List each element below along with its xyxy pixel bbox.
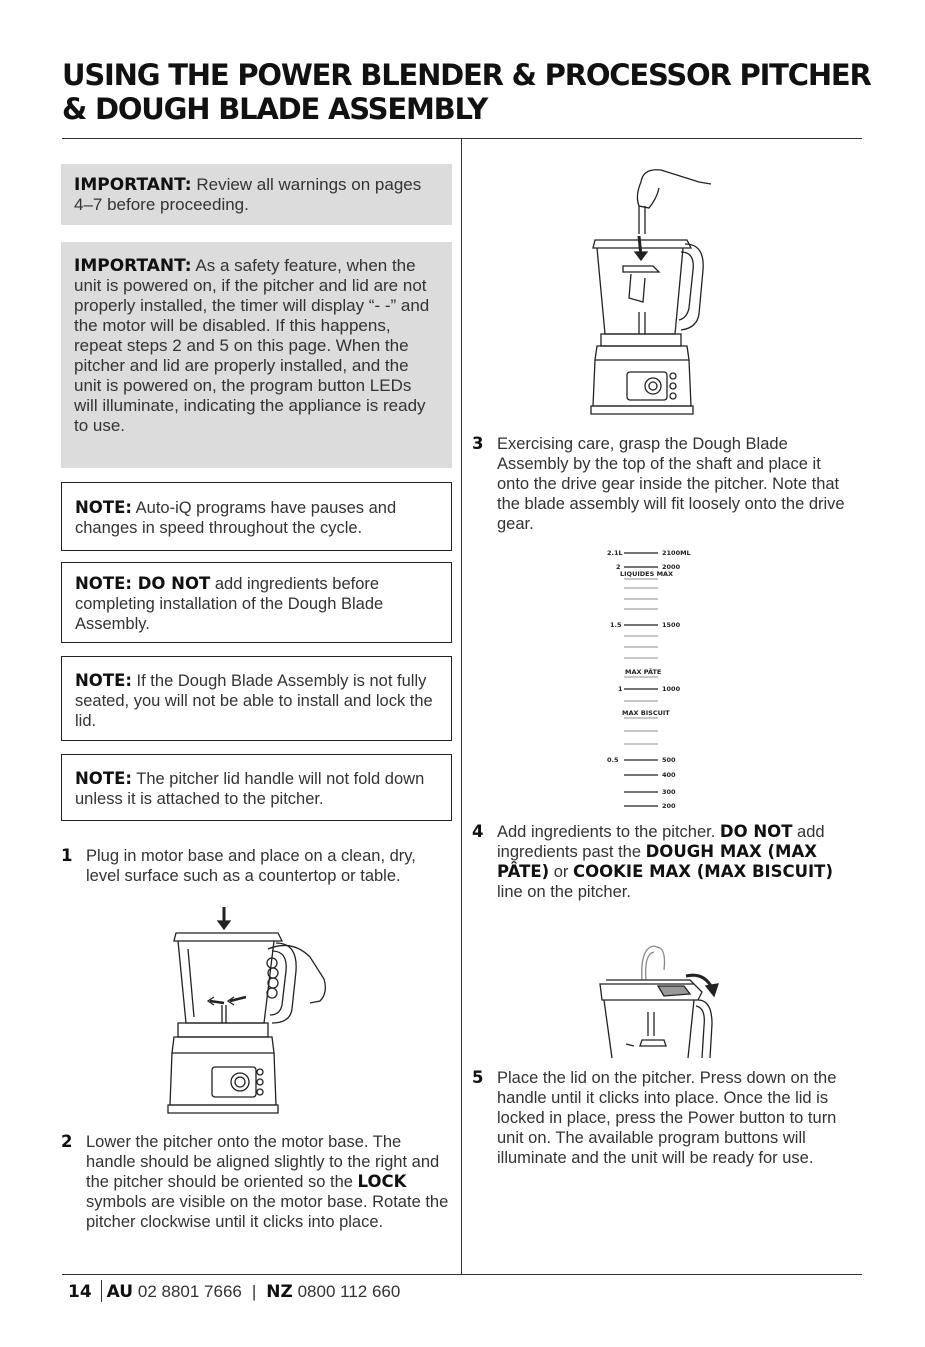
note-label: NOTE: <box>75 498 132 517</box>
important-box-warnings <box>61 164 452 225</box>
do-not-keyword: DO NOT <box>719 822 793 841</box>
phone-separator: | <box>251 1282 257 1301</box>
step-text: line on the pitcher. <box>497 883 631 901</box>
page-title-line-2: & DOUGH BLADE ASSEMBLY <box>62 92 488 126</box>
important-label: IMPORTANT: <box>74 256 192 276</box>
note-box-do-not-add <box>61 562 452 643</box>
page-footer <box>68 1280 400 1302</box>
nz-phone: 0800 112 660 <box>297 1282 401 1301</box>
scale-label-1-5: 1.5 <box>610 621 622 629</box>
page-number: 14 <box>68 1282 92 1302</box>
top-rule <box>62 138 862 139</box>
step-number: 1 <box>61 846 73 865</box>
scale-label-1000: 1000 <box>662 685 681 693</box>
scale-label-liquides-max: LIQUIDES MAX <box>620 570 674 578</box>
step-text: Plug in motor base and place on a clean, dry, level surface such as a countertop or table. <box>86 847 416 885</box>
note-label: NOTE: DO NOT <box>75 574 211 593</box>
step-text: Lower the pitcher onto the motor base. The handle should be aligned slightly to the right and the pitcher should be oriented so the <box>86 1133 440 1191</box>
page-title <box>62 58 871 126</box>
scale-label-max-pate: MAX PÂTE <box>625 668 662 676</box>
note-box-lid-handle <box>61 754 452 821</box>
page-title-line-1: USING THE POWER BLENDER & PROCESSOR PITCHER <box>62 58 871 92</box>
note-text: add ingredients before completing installation of the Dough Blade Assembly. <box>75 575 384 633</box>
note-label: NOTE: <box>75 671 132 690</box>
note-text: If the Dough Blade Assembly is not fully seated, you will not be able to install and lock the lid. <box>75 672 433 730</box>
scale-label-0-5: 0.5 <box>607 756 619 764</box>
au-label: AU <box>106 1282 134 1302</box>
step-number: 3 <box>472 434 484 453</box>
note-text: Auto-iQ programs have pauses and changes in speed throughout the cycle. <box>75 499 397 537</box>
scale-label-2: 2 <box>616 563 621 571</box>
important-box-safety <box>61 242 452 468</box>
dough-max-keyword: DOUGH MAX (MAX PÂTE) <box>497 842 817 881</box>
cookie-max-keyword: COOKIE MAX (MAX BISCUIT) <box>572 862 833 881</box>
footer-divider <box>101 1280 102 1302</box>
dough-blade-insertion-illustration <box>583 162 713 420</box>
step-text: Add ingredients to the pitcher. <box>497 823 720 841</box>
note-box-autoiq <box>61 482 452 551</box>
scale-label-500: 500 <box>662 756 676 764</box>
scale-label-2000: 2000 <box>662 563 681 571</box>
note-label: NOTE: <box>75 769 132 788</box>
step-text: Exercising care, grasp the Dough Blade Assembly by the top of the shaft and place it onto the drive gear inside the pitcher. Note that the blade assembly will fit loosely onto the drive gear. <box>497 435 845 533</box>
nz-label: NZ <box>266 1282 293 1302</box>
pitcher-lid-illustration <box>594 940 724 1062</box>
scale-label-300: 300 <box>662 788 676 796</box>
step-text: Place the lid on the pitcher. Press down on the handle until it clicks into place. Once the lid is locked in place, press the Power button to turn unit on. The available program buttons will illuminate and the unit will be ready for use. <box>497 1069 837 1167</box>
scale-label-200: 200 <box>662 802 676 810</box>
blender-pitcher-illustration <box>160 905 330 1123</box>
important-text: Review all warnings on pages 4–7 before proceeding. <box>74 175 422 214</box>
scale-label-400: 400 <box>662 771 676 779</box>
step-text: symbols are visible on the motor base. Rotate the pitcher clockwise until it clicks into place. <box>86 1193 449 1231</box>
scale-label-2-1l: 2.1L <box>607 549 623 557</box>
lock-keyword: LOCK <box>357 1172 407 1191</box>
scale-label-1500: 1500 <box>662 621 681 629</box>
scale-label-1: 1 <box>618 685 623 693</box>
step-text: add ingredients past the <box>497 823 825 861</box>
step-number: 2 <box>61 1132 73 1151</box>
step-text: or <box>549 863 573 881</box>
scale-label-max-biscuit: MAX BISCUIT <box>622 709 670 717</box>
important-label: IMPORTANT: <box>74 175 192 195</box>
au-phone: 02 8801 7666 <box>137 1282 242 1301</box>
note-box-blade-seated <box>61 656 452 741</box>
pitcher-measurement-scale <box>600 546 700 812</box>
column-divider <box>461 139 462 1274</box>
note-text: The pitcher lid handle will not fold down unless it is attached to the pitcher. <box>75 770 425 808</box>
bottom-rule <box>62 1274 862 1275</box>
step-number: 4 <box>472 822 484 841</box>
important-text: As a safety feature, when the unit is powered on, if the pitcher and lid are not properly installed, the timer will display “- -” and the motor will be disabled. If this happens, repeat steps 2 and 5 on this page. When the pitcher and lid are properly installed, and the unit is powered on, the program button LEDs will illuminate, indicating the appliance is ready to use. <box>74 256 430 435</box>
scale-label-2100ml: 2100ML <box>662 549 691 557</box>
step-number: 5 <box>472 1068 484 1087</box>
